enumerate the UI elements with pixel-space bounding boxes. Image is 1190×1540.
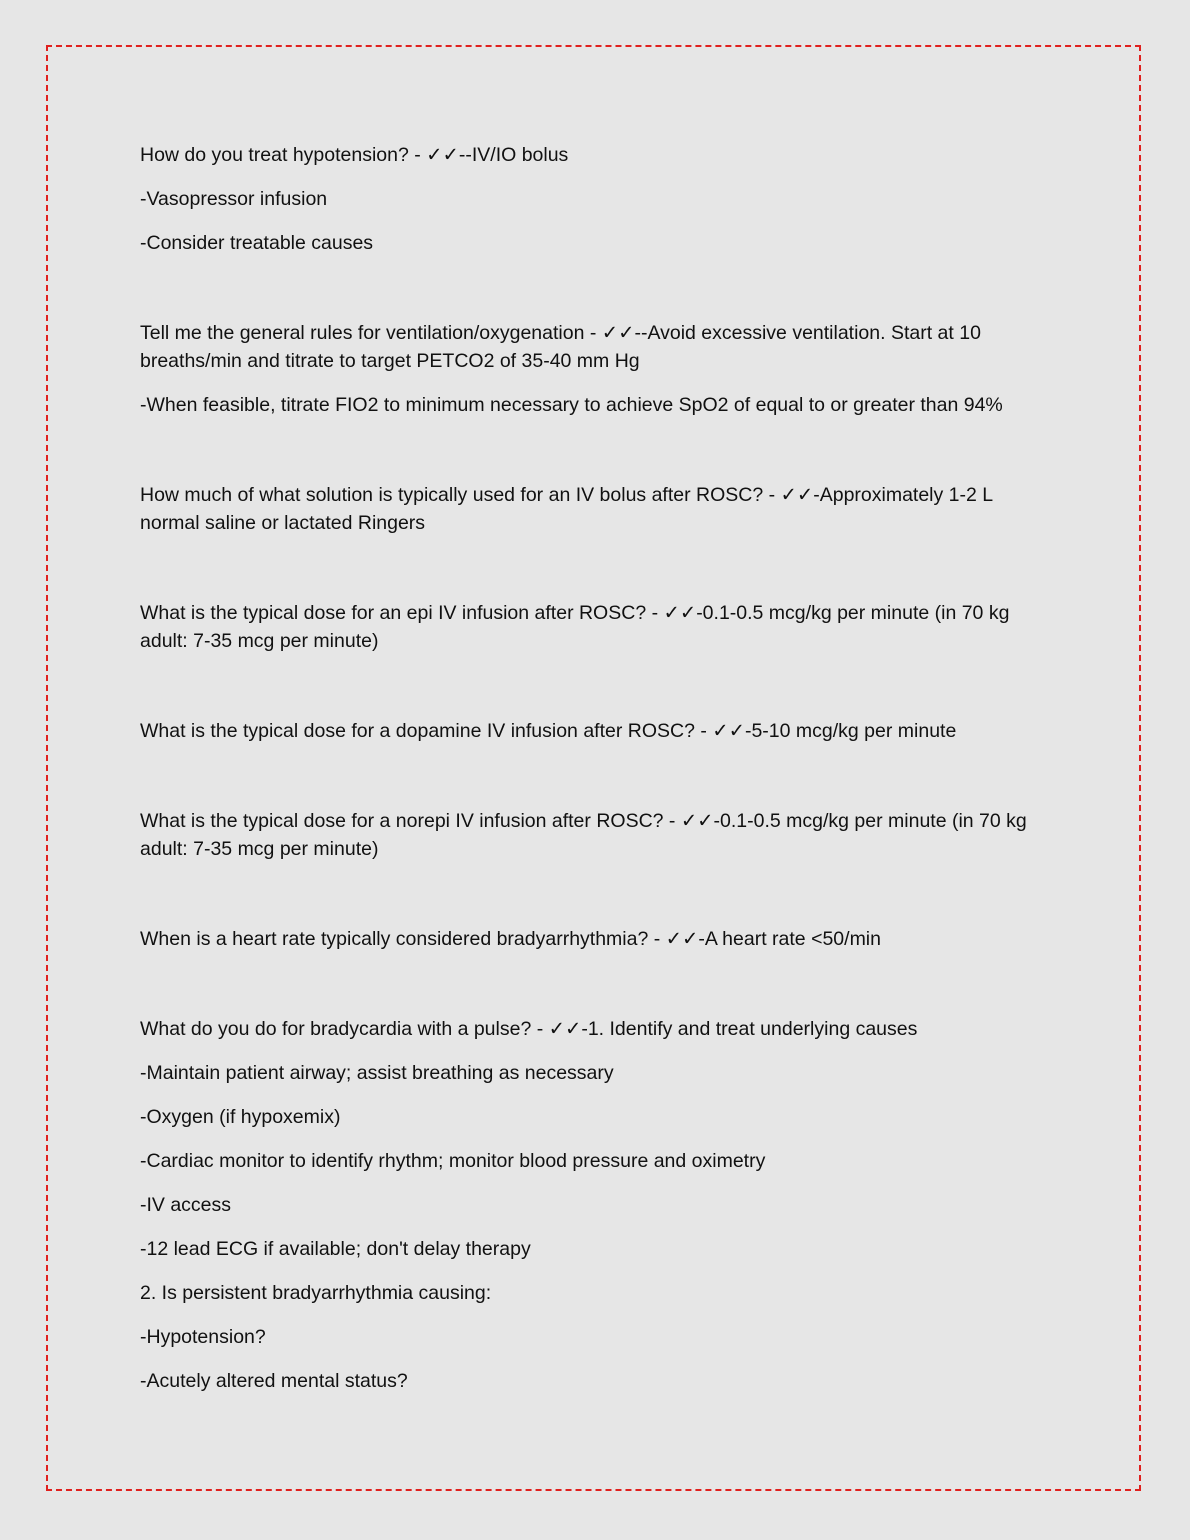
question-text: Tell me the general rules for ventilation/oxygenation - — [140, 322, 602, 344]
double-check-icon: ✓✓ — [601, 321, 635, 344]
card-spacer — [140, 435, 1040, 481]
answer-text: --Avoid excessive ventilation. Start at 10 breaths/min and titrate to target PETCO2 of 35-40 mm Hg — [140, 322, 981, 372]
flashcard — [140, 717, 1040, 745]
answer-line: -12 lead ECG if available; don't delay therapy — [140, 1238, 531, 1260]
double-check-icon: ✓✓ — [680, 809, 714, 832]
double-check-icon: ✓✓ — [663, 601, 697, 624]
answer-text: -5-10 mcg/kg per minute — [744, 720, 957, 742]
card-question-line — [140, 141, 1040, 169]
flashcard — [140, 141, 1040, 257]
double-check-icon: ✓✓ — [426, 143, 459, 166]
card-spacer — [140, 879, 1040, 925]
question-text: What is the typical dose for a norepi IV infusion after ROSC? - — [140, 810, 681, 832]
answer-line: -Vasopressor infusion — [140, 188, 328, 210]
question-text: What is the typical dose for a dopamine IV infusion after ROSC? - — [140, 720, 713, 742]
double-check-icon: ✓✓ — [712, 719, 745, 742]
answer-line: -Oxygen (if hypoxemix) — [140, 1106, 341, 1128]
card-spacer — [140, 761, 1040, 807]
answer-line: -Consider treatable causes — [140, 232, 374, 254]
flashcard — [140, 925, 1040, 953]
document-body — [140, 141, 1040, 1411]
answer-line: 2. Is persistent bradyarrhythmia causing: — [140, 1282, 492, 1304]
card-question-line — [140, 717, 1040, 745]
answer-line: -Cardiac monitor to identify rhythm; monitor blood pressure and oximetry — [140, 1150, 766, 1172]
card-question-line — [140, 319, 1040, 375]
answer-line: -IV access — [140, 1194, 232, 1216]
question-text: How much of what solution is typically used for an IV bolus after ROSC? - — [140, 484, 781, 506]
flashcard — [140, 599, 1040, 655]
answer-line: -Hypotension? — [140, 1326, 266, 1348]
answer-text: --IV/IO bolus — [458, 144, 569, 166]
flashcard — [140, 1015, 1040, 1395]
card-question-line — [140, 807, 1040, 863]
question-text: What do you do for bradycardia with a pulse? - — [140, 1018, 549, 1040]
answer-text: -0.1-0.5 mcg/kg per minute (in 70 kg adult: 7-35 mcg per minute) — [140, 810, 1027, 860]
card-question-line — [140, 925, 1040, 953]
question-text: How do you treat hypotension? - — [140, 144, 427, 166]
card-spacer — [140, 969, 1040, 1015]
flashcard — [140, 319, 1040, 419]
flashcard — [140, 481, 1040, 537]
answer-line: -When feasible, titrate FIO2 to minimum necessary to achieve SpO2 of equal to or greater than 94% — [140, 394, 1003, 416]
card-question-line — [140, 599, 1040, 655]
double-check-icon: ✓✓ — [780, 483, 814, 506]
question-text: When is a heart rate typically considered bradyarrhythmia? - — [140, 928, 666, 950]
answer-text: -Approximately 1-2 L normal saline or lactated Ringers — [140, 484, 993, 534]
card-spacer — [140, 671, 1040, 717]
double-check-icon: ✓✓ — [548, 1017, 582, 1040]
answer-line: -Maintain patient airway; assist breathing as necessary — [140, 1062, 614, 1084]
answer-text: -A heart rate <50/min — [698, 928, 881, 950]
double-check-icon: ✓✓ — [665, 927, 699, 950]
question-text: What is the typical dose for an epi IV infusion after ROSC? - — [140, 602, 664, 624]
card-question-line — [140, 1015, 1040, 1043]
flashcard — [140, 807, 1040, 863]
answer-line: -Acutely altered mental status? — [140, 1370, 408, 1392]
card-spacer — [140, 553, 1040, 599]
answer-text: -1. Identify and treat underlying causes — [581, 1018, 918, 1040]
card-question-line — [140, 481, 1040, 537]
answer-text: -0.1-0.5 mcg/kg per minute (in 70 kg adult: 7-35 mcg per minute) — [140, 602, 1010, 652]
card-spacer — [140, 273, 1040, 319]
